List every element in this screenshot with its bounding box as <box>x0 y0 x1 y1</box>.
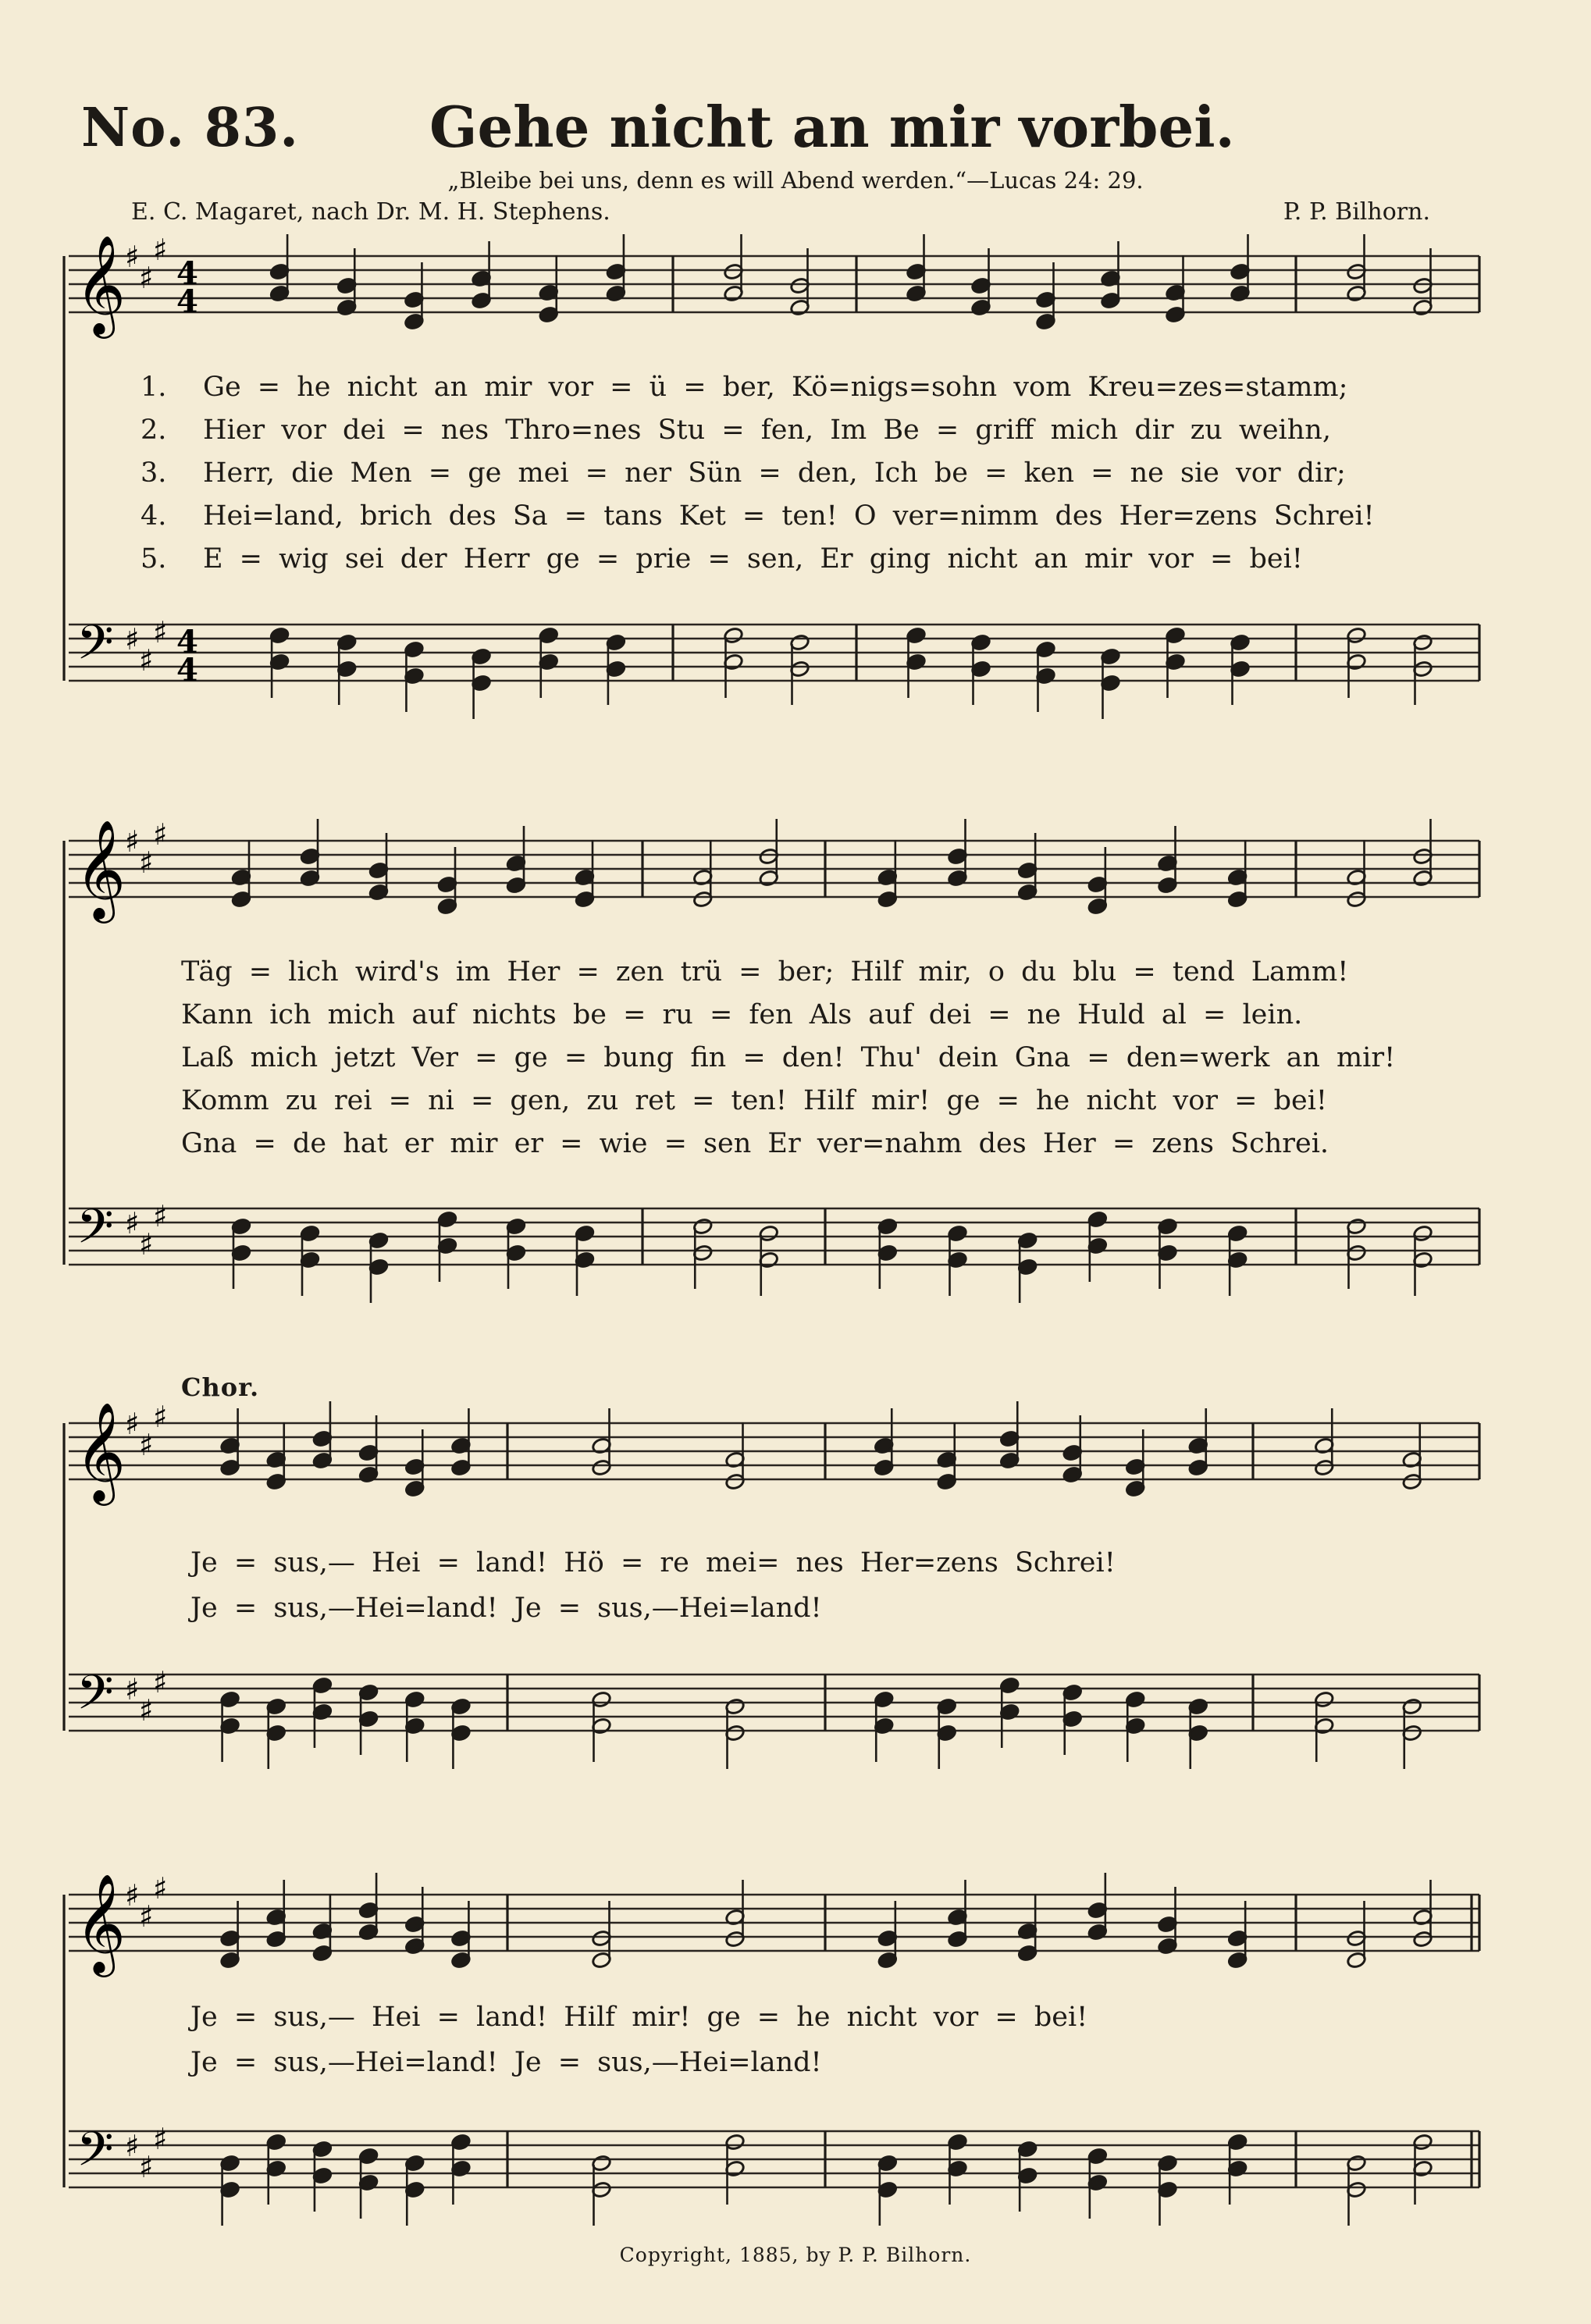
verse-line: Laß mich jetzt Ver = ge = bung fin = den! Thu' dein Gna = den=werk an mir! <box>181 1042 1396 1073</box>
treble-clef: 𝄞 <box>75 234 126 334</box>
bass-clef: 𝄢 <box>77 1665 114 1732</box>
chorus-line: Je = sus,—Hei=land! Je = sus,—Hei=land! <box>190 1593 822 1624</box>
sharp-sign: ♯ <box>125 1206 140 1240</box>
verse-line: 3. Herr, die Men = ge mei = ner Sün = den, Ich be = ken = ne sie vor dir; <box>141 457 1346 489</box>
sharp-sign: ♯ <box>153 233 168 267</box>
bass-clef: 𝄢 <box>77 615 114 682</box>
sharp-sign: ♯ <box>153 615 168 650</box>
verses-part2 <box>181 956 1395 1171</box>
sharp-sign: ♯ <box>153 2122 168 2156</box>
sharp-sign: ♯ <box>153 1199 168 1233</box>
sharp-sign: ♯ <box>139 1227 154 1262</box>
verse-line: Täg = lich wird's im Her = zen trü = ber; Hilf mir, o du blu = tend Lamm! <box>181 956 1349 988</box>
verse-line: 5. E = wig sei der Herr ge = prie = sen, Er ging nicht an mir vor = bei! <box>141 543 1303 575</box>
time-signature: 4 <box>176 255 198 292</box>
chorus-line: Je = sus,— Hei = land! Hilf mir! ge = he nicht vor = bei! <box>190 2002 1088 2033</box>
time-signature: 4 <box>176 283 198 320</box>
chorus-lyrics-a <box>190 1547 1116 1638</box>
chorus-lyrics-b <box>190 2002 1087 2092</box>
verse-line: 4. Hei=land, brich des Sa = tans Ket = ten! O ver=nimm des Her=zens Schrei! <box>141 500 1375 532</box>
chorus-label: Chor. <box>181 1372 260 1402</box>
sharp-sign: ♯ <box>153 1871 168 1906</box>
chorus-line: Je = sus,—Hei=land! Je = sus,—Hei=land! <box>190 2047 822 2078</box>
sharp-sign: ♯ <box>125 1672 140 1707</box>
verse-line: 1. Ge = he nicht an mir vor = ü = ber, Kö=nigs=sohn vom Kreu=zes=stamm; <box>141 372 1348 403</box>
sharp-sign: ♯ <box>139 261 154 295</box>
time-signature: 4 <box>176 624 198 660</box>
sharp-sign: ♯ <box>139 1428 154 1462</box>
sharp-sign: ♯ <box>125 2129 140 2163</box>
composer-credit: P. P. Bilhorn. <box>1283 198 1430 226</box>
chorus-line: Je = sus,— Hei = land! Hö = re mei= nes Her=zens Schrei! <box>190 1547 1116 1578</box>
scripture-quote: „Bleibe bei uns, denn es will Abend werden.“—Lucas 24: 29. <box>447 167 1144 194</box>
sharp-sign: ♯ <box>139 845 154 880</box>
treble-clef: 𝄞 <box>75 1873 126 1973</box>
hymn-title: Gehe nicht an mir vorbei. <box>429 94 1235 160</box>
sharp-sign: ♯ <box>139 643 154 678</box>
verse-line: Kann ich mich auf nichts be = ru = fen Als auf dei = ne Huld al = lein. <box>181 999 1303 1030</box>
lyricist-credit: E. C. Magaret, nach Dr. M. H. Stephens. <box>131 198 610 226</box>
hymn-number: No. 83. <box>81 97 299 159</box>
sharp-sign: ♯ <box>125 824 140 859</box>
treble-clef: 𝄞 <box>75 819 126 919</box>
sharp-sign: ♯ <box>125 240 140 274</box>
sharp-sign: ♯ <box>139 2150 154 2184</box>
sharp-sign: ♯ <box>153 1400 168 1434</box>
sharp-sign: ♯ <box>139 1693 154 1728</box>
verse-line: 2. Hier vor dei = nes Thro=nes Stu = fen, Im Be = griff mich dir zu weihn, <box>141 415 1331 446</box>
time-signature: 4 <box>176 652 198 689</box>
bass-clef: 𝄢 <box>77 2122 114 2189</box>
verse-line: Komm zu rei = ni = gen, zu ret = ten! Hilf mir! ge = he nicht vor = bei! <box>181 1085 1327 1116</box>
sharp-sign: ♯ <box>139 1899 154 1934</box>
treble-clef: 𝄞 <box>75 1401 126 1501</box>
sharp-sign: ♯ <box>125 1407 140 1441</box>
sharp-sign: ♯ <box>125 622 140 657</box>
sharp-sign: ♯ <box>153 817 168 852</box>
copyright-notice: Copyright, 1885, by P. P. Bilhorn. <box>619 2244 972 2266</box>
sharp-sign: ♯ <box>153 1665 168 1699</box>
verses-part1 <box>141 372 1375 586</box>
bass-clef: 𝄢 <box>77 1199 114 1266</box>
sharp-sign: ♯ <box>125 1878 140 1913</box>
verse-line: Gna = de hat er mir er = wie = sen Er ver=nahm des Her = zens Schrei. <box>181 1128 1329 1159</box>
